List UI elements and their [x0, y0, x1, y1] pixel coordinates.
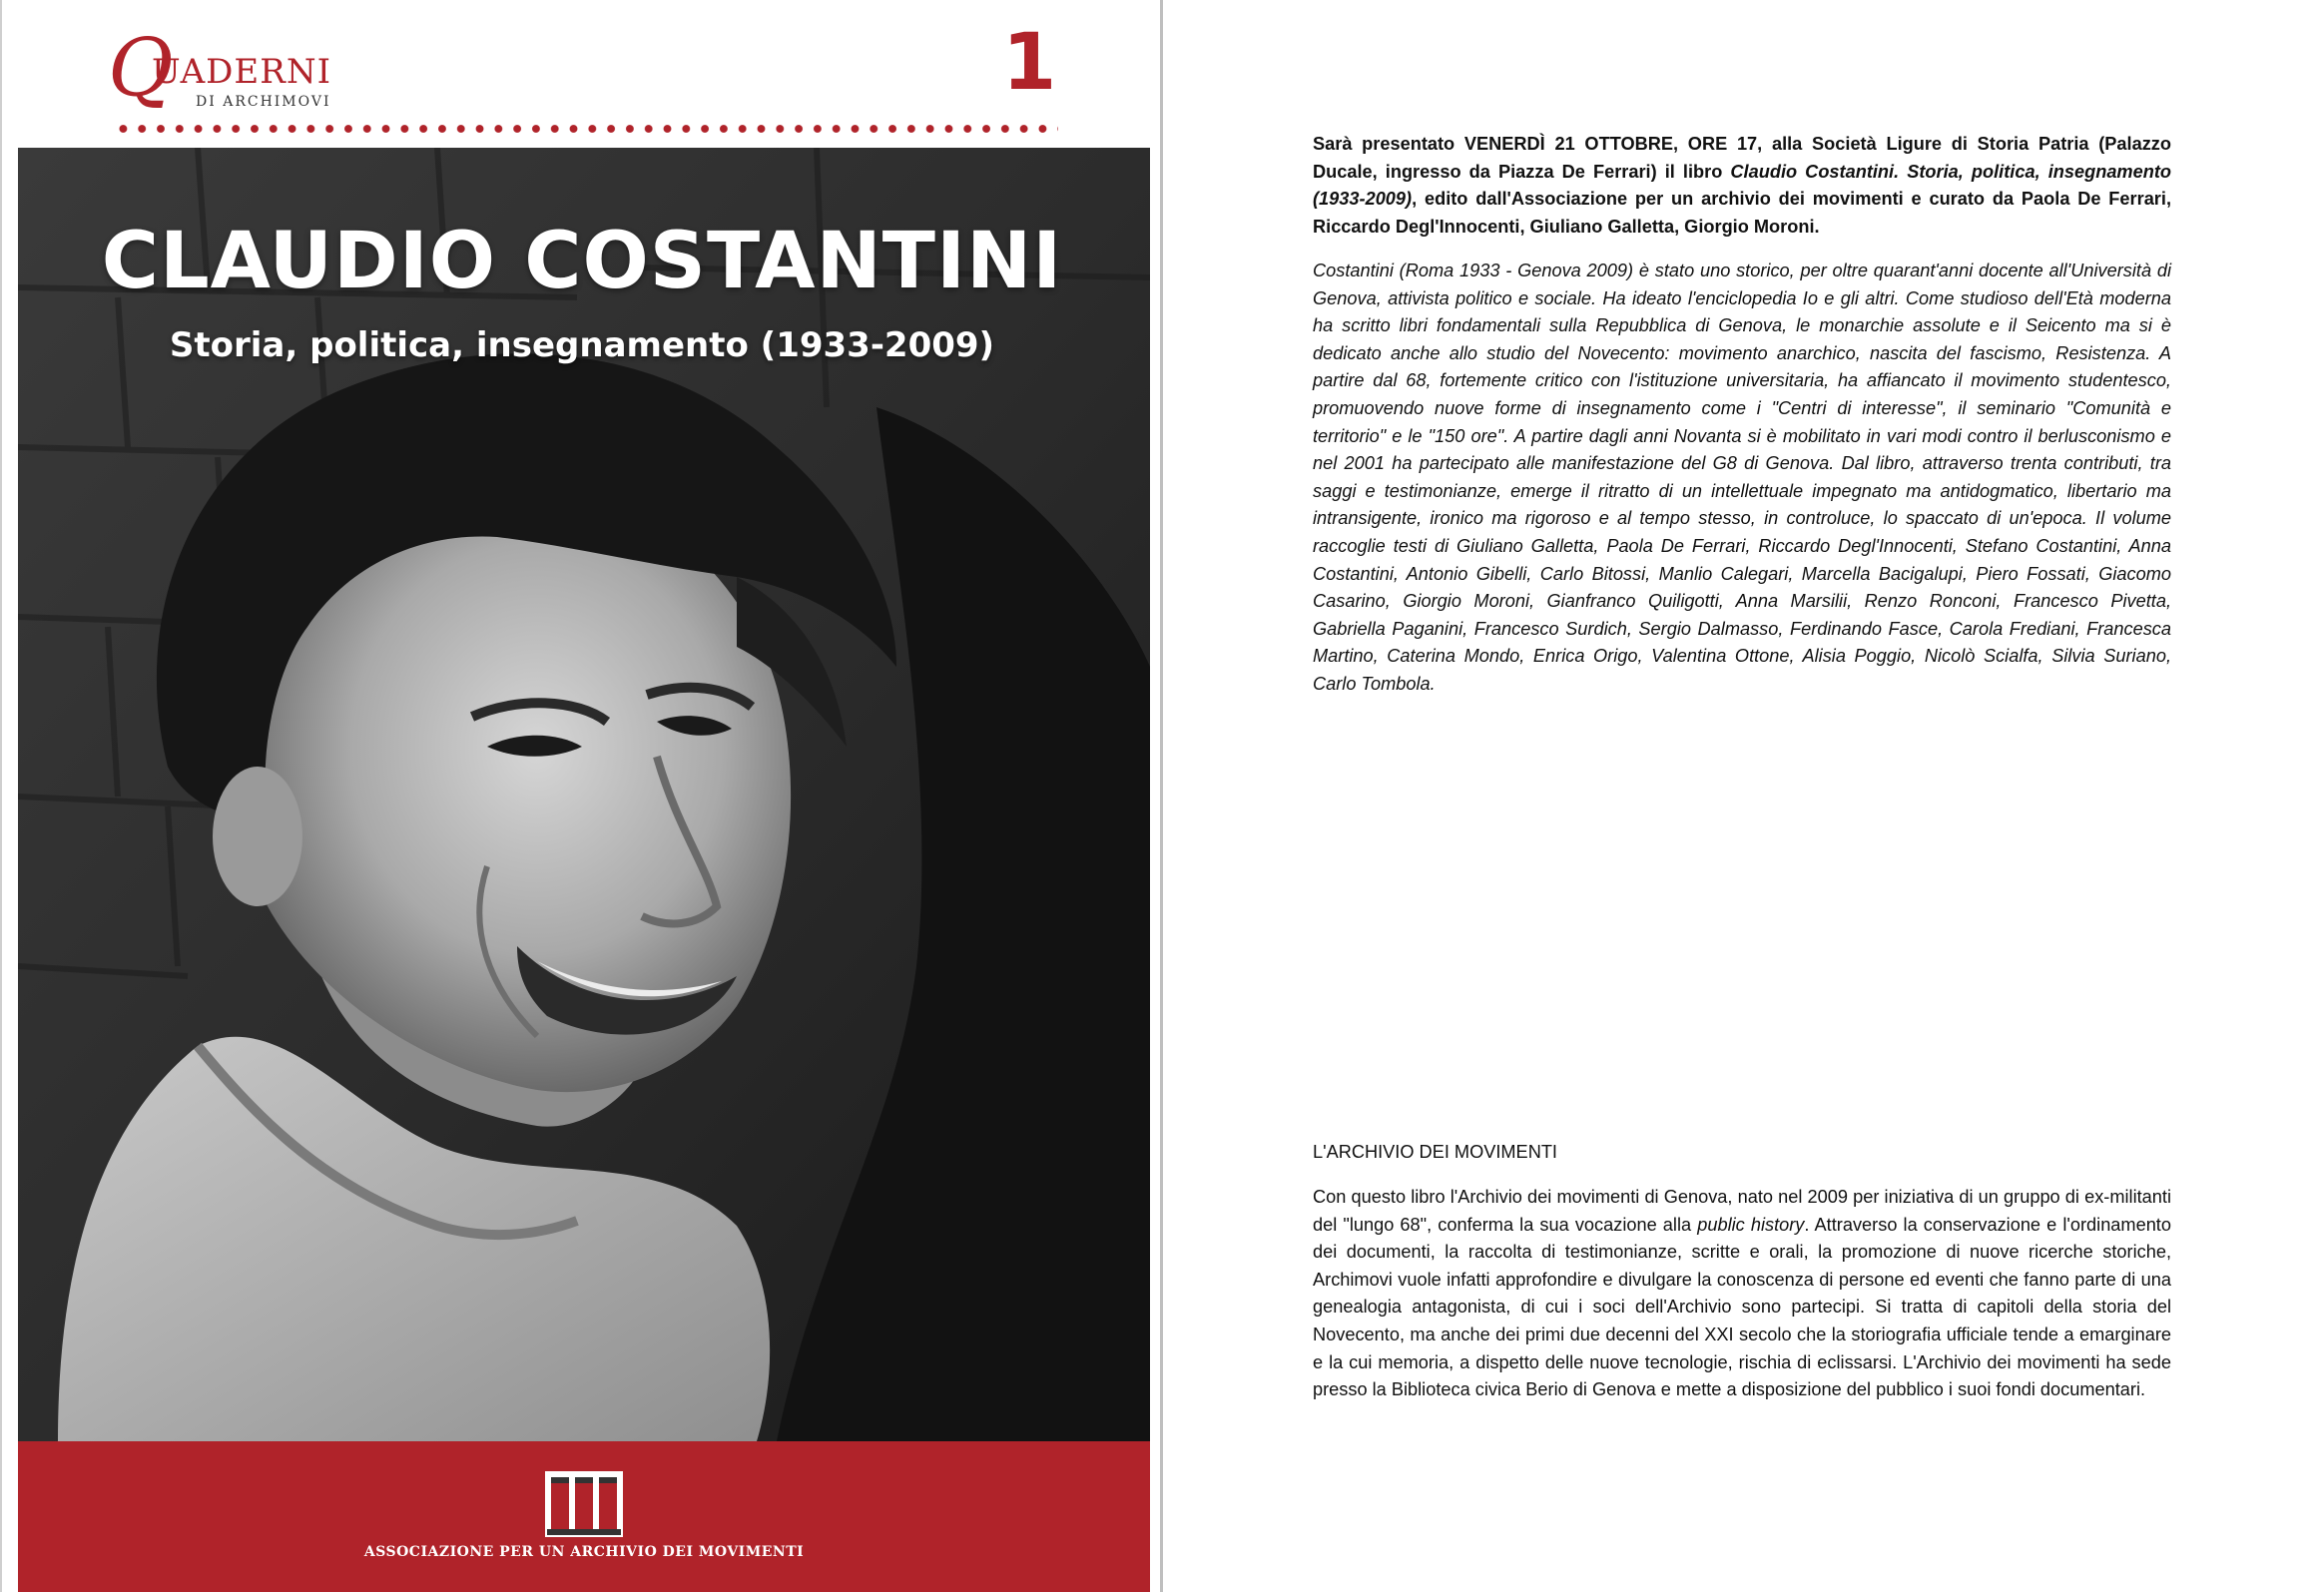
text-page	[1163, 0, 2324, 1592]
announcement-book-title: Claudio Costantini. Storia, politica, insegnamento (1933-2009)	[1313, 161, 2171, 210]
logo-subtitle: DI ARCHIMOVI	[196, 94, 331, 110]
book-cover-page	[0, 0, 1160, 1592]
biography-paragraph: Costantini (Roma 1933 - Genova 2009) è stato uno storico, per oltre quarant'anni docente all'Università di Genova, attivista politico e sociale. Ha ideato l'enciclopedia Io e gli altri. Come studioso dell'Età moderna ha scritto libri fondamentali sulla Repubblica di Genova, le monarchie assolute e il Seicento ma si è dedicato anche allo studio del Novecento: movimento anarchico, nascita del fascismo, Resistenza. A partire dal 68, fortemente critico con l'istituzione universitaria, ha affiancato il movimento studentesco, promuovendo nuove forme di insegnamento come i "Centri di interesse", il seminario "Comunità e territorio" e le "150 ore". A partire dagli anni Novanta si è mobilitato in vari modi contro il berlusconismo e nel 2001 ha partecipato alle manifestazione del G8 di Genova. Dal libro, attraverso trenta contributi, tra saggi e testimonianze, emerge il ritratto di un intellettuale impegnato ma antidogmatico, libertario ma intransigente, ironico ma rigoroso e al tempo stesso, in controluce, lo spaccato di un'epoca. Il volume raccoglie testi di Giuliano Galletta, Paola De Ferrari, Riccardo Degl'Innocenti, Stefano Costantini, Anna Costantini, Antonio Gibelli, Carlo Bitossi, Manlio Calegari, Marcella Bacigalupi, Piero Fossati, Giacomo Casarino, Giorgio Moroni, Gianfranco Quiligotti, Anna Marsilii, Renzo Ronconi, Francesco Pivetta, Gabriella Paganini, Francesco Surdich, Sergio Dalmasso, Ferdinando Fasce, Carola Frediani, Francesca Martino, Caterina Mondo, Enrica Origo, Valentina Ottone, Alisia Poggio, Nicolò Scialfa, Silvia Suriano, Carlo Tombola.	[1313, 261, 2171, 694]
logo-letter: Q	[108, 21, 174, 114]
announcement-text-1: Sarà presentato VENERDÌ 21 OTTOBRE, ORE 17, alla Società Ligure di Storia Patria (Palazzo Ducale, ingresso da Piazza De Ferrari) il libro	[1313, 134, 2171, 182]
archive-text-1: Con questo libro l'Archivio dei movimenti di Genova, nato nel 2009 per iniziativa di un gruppo di ex-militanti del "lungo 68", conferma la sua vocazione alla	[1313, 1187, 2171, 1235]
archive-heading: L'ARCHIVIO DEI MOVIMENTI	[1313, 1142, 1557, 1162]
cover-subtitle: Storia, politica, insegnamento (1933-2009)	[169, 325, 995, 365]
cover-footer-band	[18, 1441, 1150, 1592]
archive-logo-icon	[545, 1471, 623, 1537]
event-announcement	[1313, 131, 2171, 241]
announcement-text-2: , edito dall'Associazione per un archivio dei movimenti e curato da Paola De Ferrari, Riccardo Degl'Innocenti, Giuliano Galletta, Giorgio Moroni.	[1313, 189, 2171, 237]
archive-public-history: public history	[1697, 1214, 1805, 1235]
dotted-rule	[114, 124, 1058, 134]
logo-word: UADERNI	[152, 52, 332, 92]
association-name: ASSOCIAZIONE PER UN ARCHIVIO DEI MOVIMENTI	[363, 1544, 805, 1560]
quaderni-logo	[108, 22, 347, 114]
archive-paragraph	[1313, 1184, 2171, 1404]
cover-title: CLAUDIO COSTANTINI	[101, 217, 1063, 306]
issue-number: 1	[1002, 18, 1057, 108]
archive-text-2: . Attraverso la conservazione e l'ordinamento dei documenti, la raccolta di testimonianze, scritte e orali, la promozione di nuove ricerche storiche, Archimovi vuole infatti approfondire e divulgare la conoscenza di persone ed eventi che fanno parte di una genealogia antagonista, di cui i soci dell'Archivio sono partecipi. Si tratta di capitoli della storia del Novecento, ma anche dei primi due decenni del XXI secolo che la storiografia ufficiale tende a emarginare e la cui memoria, a dispetto delle nuove tecnologie, rischia di eclissarsi. L'Archivio dei movimenti ha sede presso la Biblioteca civica Berio di Genova e mette a disposizione del pubblico i suoi fondi documentari.	[1313, 1214, 2171, 1400]
